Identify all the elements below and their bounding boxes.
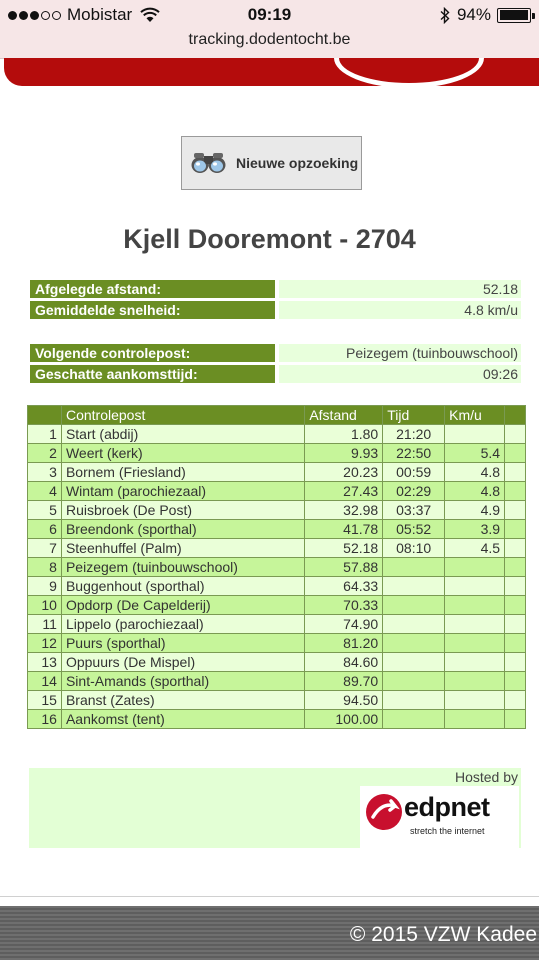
checkpoint-speed: 4.8 bbox=[445, 482, 505, 501]
checkpoint-time: 05:52 bbox=[383, 520, 445, 539]
checkpoint-number: 5 bbox=[28, 501, 62, 520]
checkpoint-name: Opdorp (De Capelderij) bbox=[61, 596, 304, 615]
table-row bbox=[28, 691, 526, 710]
eta-label: Geschatte aankomsttijd: bbox=[30, 365, 275, 383]
checkpoint-name: Oppuurs (De Mispel) bbox=[61, 653, 304, 672]
avg-speed-label: Gemiddelde snelheid: bbox=[30, 301, 275, 319]
table-row bbox=[28, 558, 526, 577]
checkpoint-name: Weert (kerk) bbox=[61, 444, 304, 463]
checkpoint-distance: 32.98 bbox=[305, 501, 383, 520]
checkpoint-time bbox=[383, 615, 445, 634]
checkpoint-distance: 94.50 bbox=[305, 691, 383, 710]
checkpoint-distance: 57.88 bbox=[305, 558, 383, 577]
table-row bbox=[28, 425, 526, 444]
checkpoint-name: Start (abdij) bbox=[61, 425, 304, 444]
checkpoint-speed: 4.5 bbox=[445, 539, 505, 558]
eta-row bbox=[30, 365, 521, 383]
checkpoint-number: 2 bbox=[28, 444, 62, 463]
checkpoint-time: 08:10 bbox=[383, 539, 445, 558]
site-header-banner bbox=[4, 58, 539, 86]
checkpoint-speed: 5.4 bbox=[445, 444, 505, 463]
checkpoint-name: Sint-Amands (sporthal) bbox=[61, 672, 304, 691]
checkpoint-time bbox=[383, 672, 445, 691]
checkpoint-time bbox=[383, 634, 445, 653]
checkpoint-distance: 1.80 bbox=[305, 425, 383, 444]
checkpoint-speed: 3.9 bbox=[445, 520, 505, 539]
distance-value: 52.18 bbox=[279, 280, 521, 298]
checkpoint-time bbox=[383, 710, 445, 729]
checkpoint-extra bbox=[505, 463, 526, 482]
checkpoint-speed bbox=[445, 577, 505, 596]
carrier-name: Mobistar bbox=[67, 5, 133, 24]
checkpoint-time: 02:29 bbox=[383, 482, 445, 501]
table-row bbox=[28, 444, 526, 463]
eta-value: 09:26 bbox=[279, 365, 521, 383]
battery-icon bbox=[497, 8, 531, 23]
checkpoint-extra bbox=[505, 520, 526, 539]
checkpoint-distance: 41.78 bbox=[305, 520, 383, 539]
distance-row bbox=[30, 280, 521, 298]
checkpoint-time: 22:50 bbox=[383, 444, 445, 463]
bluetooth-icon bbox=[439, 7, 451, 24]
edpnet-logo[interactable] bbox=[360, 786, 519, 848]
checkpoint-time bbox=[383, 577, 445, 596]
checkpoint-extra bbox=[505, 425, 526, 444]
checkpoint-number: 11 bbox=[28, 615, 62, 634]
table-row bbox=[28, 615, 526, 634]
edpnet-logo-text: edpnet bbox=[404, 792, 490, 822]
checkpoint-name: Aankomst (tent) bbox=[61, 710, 304, 729]
col-header-nr bbox=[28, 406, 62, 425]
distance-label: Afgelegde afstand: bbox=[30, 280, 275, 298]
checkpoint-distance: 81.20 bbox=[305, 634, 383, 653]
checkpoint-name: Steenhuffel (Palm) bbox=[61, 539, 304, 558]
avg-speed-value: 4.8 km/u bbox=[279, 301, 521, 319]
address-bar-url[interactable]: tracking.dodentocht.be bbox=[188, 31, 351, 48]
checkpoint-extra bbox=[505, 672, 526, 691]
checkpoint-number: 4 bbox=[28, 482, 62, 501]
table-row bbox=[28, 634, 526, 653]
checkpoint-name: Puurs (sporthal) bbox=[61, 634, 304, 653]
new-search-button[interactable] bbox=[181, 136, 362, 190]
checkpoint-extra bbox=[505, 539, 526, 558]
table-header-row bbox=[28, 406, 526, 425]
col-header-kmu: Km/u bbox=[445, 406, 505, 425]
site-logo bbox=[334, 58, 484, 86]
status-bar bbox=[0, 0, 539, 59]
checkpoint-name: Wintam (parochiezaal) bbox=[61, 482, 304, 501]
checkpoint-number: 7 bbox=[28, 539, 62, 558]
table-row bbox=[28, 710, 526, 729]
checkpoint-name: Peizegem (tuinbouwschool) bbox=[61, 558, 304, 577]
next-post-value: Peizegem (tuinbouwschool) bbox=[279, 344, 521, 362]
participant-title: Kjell Dooremont - 2704 bbox=[123, 224, 416, 254]
edpnet-swoosh-icon bbox=[364, 792, 404, 832]
col-header-afstand: Afstand bbox=[305, 406, 383, 425]
binoculars-icon bbox=[190, 150, 228, 176]
checkpoint-extra bbox=[505, 482, 526, 501]
checkpoint-table bbox=[27, 405, 526, 729]
table-row bbox=[28, 539, 526, 558]
checkpoint-number: 16 bbox=[28, 710, 62, 729]
table-row bbox=[28, 577, 526, 596]
checkpoint-speed bbox=[445, 634, 505, 653]
table-row bbox=[28, 672, 526, 691]
checkpoint-distance: 84.60 bbox=[305, 653, 383, 672]
edpnet-tagline: stretch the internet bbox=[410, 826, 485, 836]
checkpoint-speed bbox=[445, 615, 505, 634]
checkpoint-extra bbox=[505, 710, 526, 729]
checkpoint-speed bbox=[445, 558, 505, 577]
table-row bbox=[28, 501, 526, 520]
table-row bbox=[28, 463, 526, 482]
checkpoint-distance: 9.93 bbox=[305, 444, 383, 463]
checkpoint-number: 14 bbox=[28, 672, 62, 691]
clock: 09:19 bbox=[247, 5, 292, 24]
checkpoint-speed bbox=[445, 710, 505, 729]
checkpoint-distance: 20.23 bbox=[305, 463, 383, 482]
checkpoint-number: 13 bbox=[28, 653, 62, 672]
hosted-by-section bbox=[29, 768, 521, 848]
checkpoint-speed bbox=[445, 691, 505, 710]
checkpoint-speed: 4.9 bbox=[445, 501, 505, 520]
checkpoint-distance: 27.43 bbox=[305, 482, 383, 501]
checkpoint-extra bbox=[505, 691, 526, 710]
table-row bbox=[28, 596, 526, 615]
checkpoint-distance: 100.00 bbox=[305, 710, 383, 729]
checkpoint-extra bbox=[505, 501, 526, 520]
checkpoint-number: 6 bbox=[28, 520, 62, 539]
checkpoint-name: Branst (Zates) bbox=[61, 691, 304, 710]
checkpoint-number: 3 bbox=[28, 463, 62, 482]
checkpoint-number: 1 bbox=[28, 425, 62, 444]
checkpoint-time: 21:20 bbox=[383, 425, 445, 444]
checkpoint-speed bbox=[445, 672, 505, 691]
checkpoint-number: 9 bbox=[28, 577, 62, 596]
table-row bbox=[28, 653, 526, 672]
checkpoint-name: Breendonk (sporthal) bbox=[61, 520, 304, 539]
checkpoint-extra bbox=[505, 634, 526, 653]
col-header-extra bbox=[505, 406, 526, 425]
new-search-label: Nieuwe opzoeking bbox=[236, 155, 359, 171]
checkpoint-name: Bornem (Friesland) bbox=[61, 463, 304, 482]
battery-percentage: 94% bbox=[456, 5, 491, 24]
checkpoint-time: 03:37 bbox=[383, 501, 445, 520]
checkpoint-extra bbox=[505, 444, 526, 463]
checkpoint-number: 12 bbox=[28, 634, 62, 653]
checkpoint-name: Ruisbroek (De Post) bbox=[61, 501, 304, 520]
checkpoint-distance: 74.90 bbox=[305, 615, 383, 634]
checkpoint-speed: 4.8 bbox=[445, 463, 505, 482]
wifi-icon bbox=[140, 7, 160, 23]
table-row bbox=[28, 482, 526, 501]
checkpoint-extra bbox=[505, 653, 526, 672]
footer-copyright: © 2015 VZW Kadee bbox=[349, 923, 537, 946]
checkpoint-number: 8 bbox=[28, 558, 62, 577]
checkpoint-name: Lippelo (parochiezaal) bbox=[61, 615, 304, 634]
checkpoint-time: 00:59 bbox=[383, 463, 445, 482]
checkpoint-number: 10 bbox=[28, 596, 62, 615]
col-header-controlepost: Controlepost bbox=[61, 406, 304, 425]
checkpoint-time bbox=[383, 558, 445, 577]
hosted-by-label: Hosted by bbox=[454, 769, 518, 785]
status-left bbox=[8, 5, 160, 25]
checkpoint-distance: 89.70 bbox=[305, 672, 383, 691]
next-post-row bbox=[30, 344, 521, 362]
checkpoint-time bbox=[383, 596, 445, 615]
checkpoint-extra bbox=[505, 596, 526, 615]
footer-divider bbox=[0, 896, 539, 897]
checkpoint-distance: 70.33 bbox=[305, 596, 383, 615]
checkpoint-number: 15 bbox=[28, 691, 62, 710]
avg-speed-row bbox=[30, 301, 521, 319]
checkpoint-extra bbox=[505, 558, 526, 577]
table-body bbox=[28, 425, 526, 729]
checkpoint-time bbox=[383, 691, 445, 710]
checkpoint-speed bbox=[445, 425, 505, 444]
checkpoint-distance: 52.18 bbox=[305, 539, 383, 558]
checkpoint-speed bbox=[445, 596, 505, 615]
checkpoint-extra bbox=[505, 615, 526, 634]
next-post-label: Volgende controlepost: bbox=[30, 344, 275, 362]
checkpoint-time bbox=[383, 653, 445, 672]
checkpoint-distance: 64.33 bbox=[305, 577, 383, 596]
checkpoint-speed bbox=[445, 653, 505, 672]
table-row bbox=[28, 520, 526, 539]
col-header-tijd: Tijd bbox=[383, 406, 445, 425]
footer bbox=[0, 906, 539, 960]
checkpoint-name: Buggenhout (sporthal) bbox=[61, 577, 304, 596]
status-right bbox=[439, 5, 531, 25]
checkpoint-extra bbox=[505, 577, 526, 596]
signal-strength-icon bbox=[8, 11, 61, 20]
